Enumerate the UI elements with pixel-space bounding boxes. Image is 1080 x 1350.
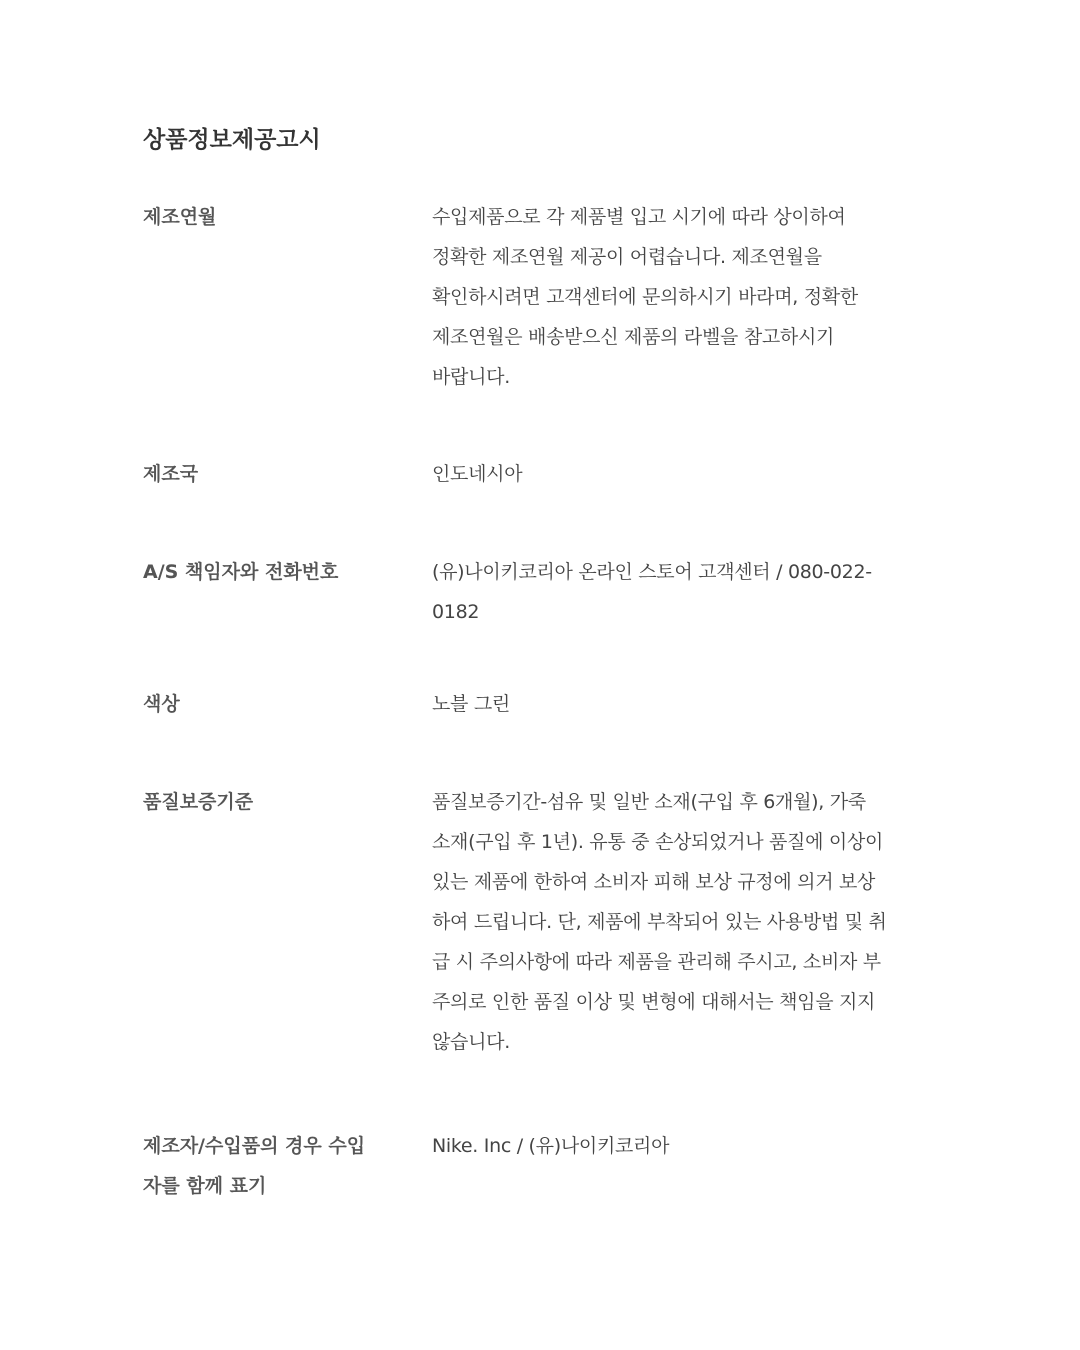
row-value-line: Nike. Inc / (유)나이키코리아 bbox=[432, 1135, 670, 1157]
row-value-line: 제조연월은 배송받으신 제품의 라벨을 참고하시기 bbox=[432, 326, 835, 348]
row-value-line: 인도네시아 bbox=[432, 463, 523, 485]
row-value-line: 있는 제품에 한하여 소비자 피해 보상 규정에 의거 보상 bbox=[432, 871, 876, 893]
row-value-line: 않습니다. bbox=[432, 1031, 510, 1053]
row-label: A/S 책임자와 전화번호 bbox=[143, 561, 339, 583]
row-value-line: 하여 드립니다. 단, 제품에 부착되어 있는 사용방법 및 취 bbox=[432, 911, 887, 933]
row-label-line: 자를 함께 표기 bbox=[143, 1175, 267, 1197]
row-value bbox=[432, 454, 934, 494]
row-value-line: 수입제품으로 각 제품별 입고 시기에 따라 상이하여 bbox=[432, 206, 846, 228]
row-value bbox=[432, 552, 934, 632]
row-value-line: 급 시 주의사항에 따라 제품을 관리해 주시고, 소비자 부 bbox=[432, 951, 881, 973]
row-value bbox=[432, 684, 934, 724]
row-label: 품질보증기준 bbox=[143, 791, 254, 813]
row-value-line: 정확한 제조연월 제공이 어렵습니다. 제조연월을 bbox=[432, 246, 822, 268]
row-label-line: 제조자/수입품의 경우 수입 bbox=[143, 1135, 366, 1157]
row-value bbox=[432, 1126, 934, 1166]
page-title: 상품정보제공고시 bbox=[143, 127, 321, 153]
row-value-line: 노블 그린 bbox=[432, 693, 510, 715]
row-value-line: 품질보증기간-섬유 및 일반 소재(구입 후 6개월), 가죽 bbox=[432, 791, 866, 813]
row-value-line: (유)나이키코리아 온라인 스토어 고객센터 / 080-022- bbox=[432, 561, 872, 583]
row-label: 제조연월 bbox=[143, 206, 217, 228]
row-label bbox=[143, 1126, 393, 1206]
row-value-line: 0182 bbox=[432, 601, 480, 623]
row-value-line: 주의로 인한 품질 이상 및 변형에 대해서는 책임을 지지 bbox=[432, 991, 876, 1013]
row-value-line: 소재(구입 후 1년). 유통 중 손상되었거나 품질에 이상이 bbox=[432, 831, 884, 853]
row-value-line: 바랍니다. bbox=[432, 366, 510, 388]
row-value bbox=[432, 782, 934, 1062]
row-value bbox=[432, 197, 934, 397]
row-value-line: 확인하시려면 고객센터에 문의하시기 바라며, 정확한 bbox=[432, 286, 858, 308]
row-label: 색상 bbox=[143, 693, 180, 715]
row-label: 제조국 bbox=[143, 463, 199, 485]
